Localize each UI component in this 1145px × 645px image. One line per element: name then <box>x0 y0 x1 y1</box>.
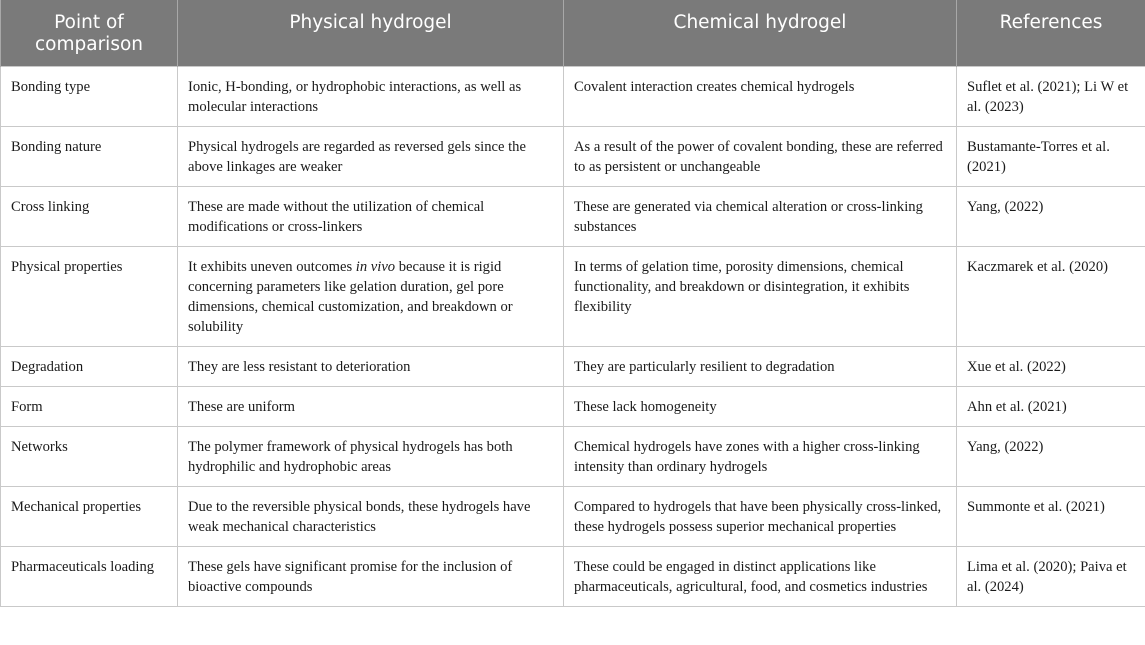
physical-italic-text: in vivo <box>355 259 396 275</box>
physical-text: Ionic, H-bonding, or hydrophobic interactions, as well as molecular interactions <box>188 79 522 115</box>
cell-point: Degradation <box>1 347 178 387</box>
physical-text: The polymer framework of physical hydrogels has both hydrophilic and hydrophobic areas <box>188 439 513 475</box>
table-body <box>1 67 1145 607</box>
physical-text: These are uniform <box>188 399 295 415</box>
cell-point: Bonding nature <box>1 127 178 187</box>
table-row <box>1 67 1145 127</box>
cell-physical <box>178 427 564 487</box>
cell-references: Ahn et al. (2021) <box>957 387 1145 427</box>
cell-physical <box>178 487 564 547</box>
table-row <box>1 247 1145 347</box>
cell-physical <box>178 127 564 187</box>
table-row <box>1 547 1145 607</box>
cell-references: Xue et al. (2022) <box>957 347 1145 387</box>
cell-point: Mechanical properties <box>1 487 178 547</box>
cell-point: Physical properties <box>1 247 178 347</box>
cell-references: Bustamante-Torres et al. (2021) <box>957 127 1145 187</box>
cell-physical <box>178 387 564 427</box>
cell-chemical: These are generated via chemical alteration or cross-linking substances <box>564 187 957 247</box>
table-row <box>1 127 1145 187</box>
header-row <box>1 0 1145 67</box>
cell-physical <box>178 347 564 387</box>
cell-chemical: Compared to hydrogels that have been physically cross-linked, these hydrogels possess superior mechanical properties <box>564 487 957 547</box>
header-chemical-hydrogel: Chemical hydrogel <box>564 0 957 67</box>
cell-point: Cross linking <box>1 187 178 247</box>
table-row <box>1 487 1145 547</box>
cell-chemical: They are particularly resilient to degradation <box>564 347 957 387</box>
cell-references: Yang, (2022) <box>957 427 1145 487</box>
cell-point: Form <box>1 387 178 427</box>
cell-references: Yang, (2022) <box>957 187 1145 247</box>
cell-chemical: Covalent interaction creates chemical hydrogels <box>564 67 957 127</box>
cell-chemical: As a result of the power of covalent bonding, these are referred to as persistent or unchangeable <box>564 127 957 187</box>
physical-text: It exhibits uneven outcomes <box>188 259 356 275</box>
header-point-of-comparison: Point of comparison <box>1 0 178 67</box>
table-row <box>1 387 1145 427</box>
cell-references: Summonte et al. (2021) <box>957 487 1145 547</box>
cell-chemical: These could be engaged in distinct applications like pharmaceuticals, agricultural, food, and cosmetics industries <box>564 547 957 607</box>
cell-chemical: Chemical hydrogels have zones with a higher cross-linking intensity than ordinary hydrogels <box>564 427 957 487</box>
header-physical-hydrogel: Physical hydrogel <box>178 0 564 67</box>
table-row <box>1 187 1145 247</box>
physical-text: They are less resistant to deterioration <box>188 359 411 375</box>
cell-references: Suflet et al. (2021); Li W et al. (2023) <box>957 67 1145 127</box>
physical-text-cont: because it is rigid concerning parameters like gelation duration, gel pore dimensions, chemical customization, and breakdown or solubility <box>188 259 513 335</box>
header-references: References <box>957 0 1145 67</box>
cell-physical <box>178 187 564 247</box>
cell-point: Bonding type <box>1 67 178 127</box>
table-header <box>1 0 1145 67</box>
cell-physical <box>178 67 564 127</box>
physical-text: Due to the reversible physical bonds, these hydrogels have weak mechanical characteristics <box>188 499 531 535</box>
table-row <box>1 427 1145 487</box>
cell-chemical: In terms of gelation time, porosity dimensions, chemical functionality, and breakdown or disintegration, it exhibits flexibility <box>564 247 957 347</box>
physical-text: These are made without the utilization of chemical modifications or cross-linkers <box>188 199 485 235</box>
cell-physical <box>178 547 564 607</box>
physical-text: Physical hydrogels are regarded as reversed gels since the above linkages are weaker <box>188 139 526 175</box>
cell-references: Lima et al. (2020); Paiva et al. (2024) <box>957 547 1145 607</box>
table-row <box>1 347 1145 387</box>
cell-point: Pharmaceuticals loading <box>1 547 178 607</box>
cell-point: Networks <box>1 427 178 487</box>
cell-physical <box>178 247 564 347</box>
cell-references: Kaczmarek et al. (2020) <box>957 247 1145 347</box>
cell-chemical: These lack homogeneity <box>564 387 957 427</box>
physical-text: These gels have significant promise for the inclusion of bioactive compounds <box>188 559 513 595</box>
